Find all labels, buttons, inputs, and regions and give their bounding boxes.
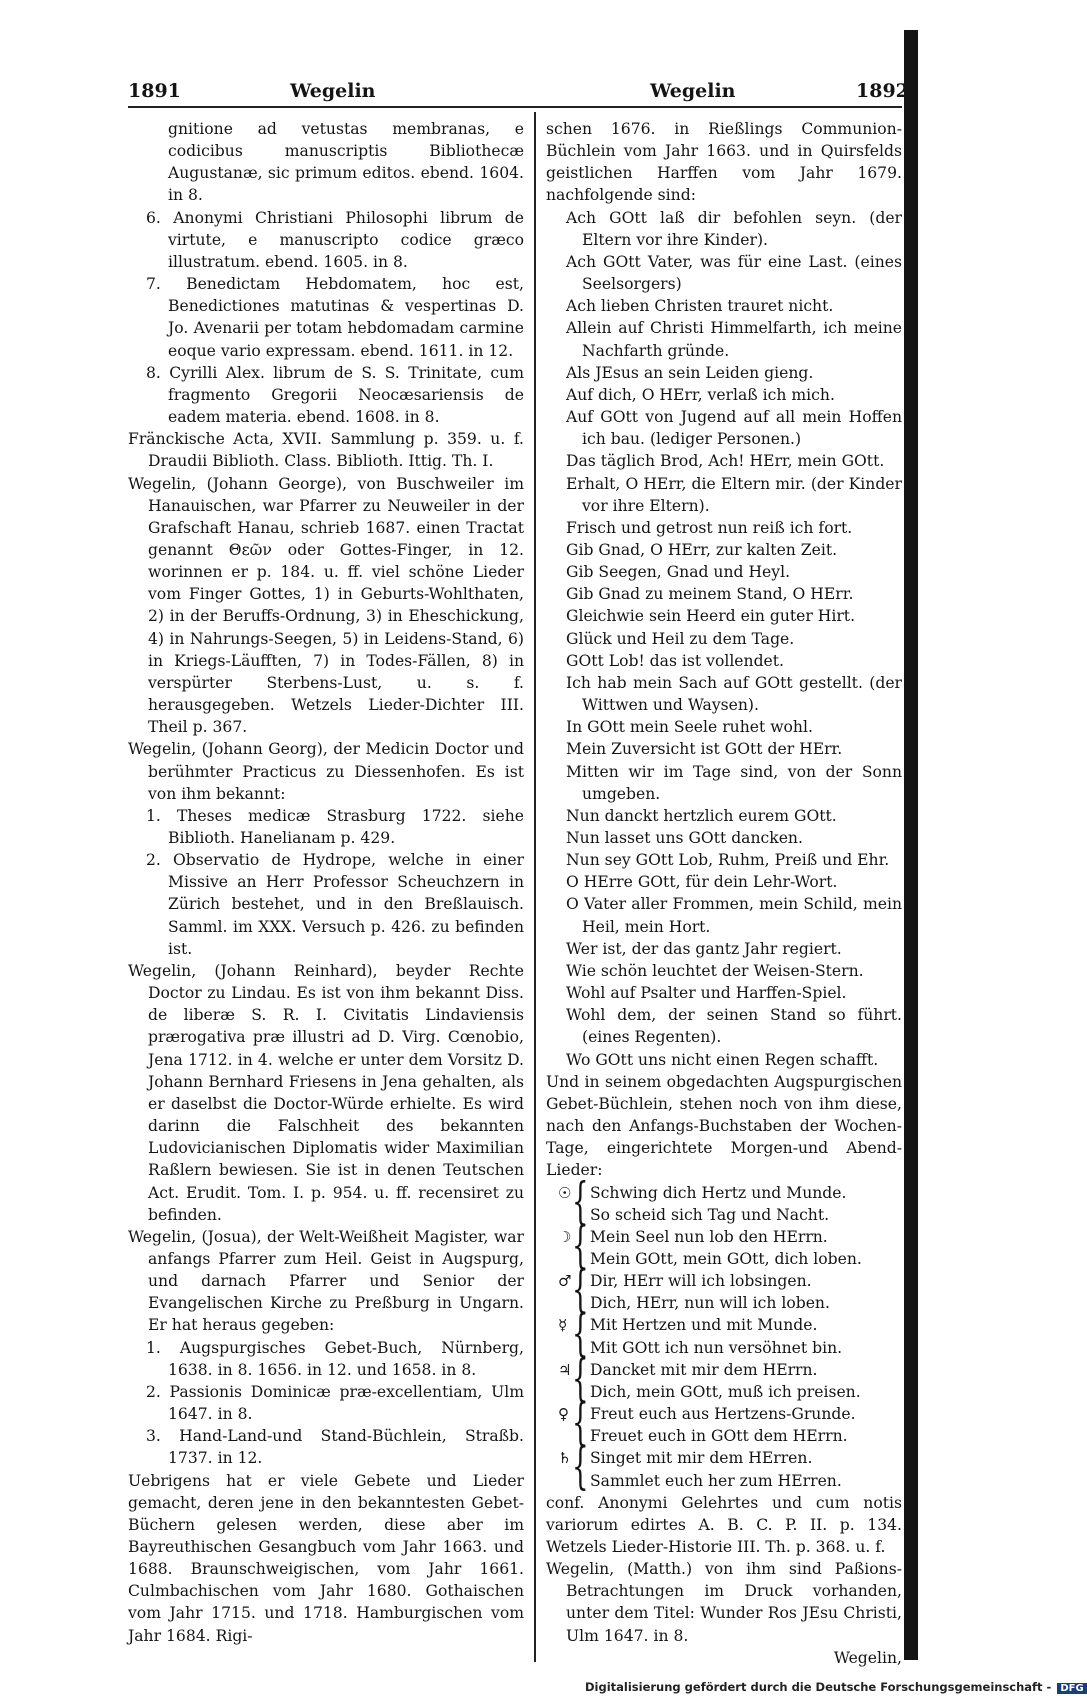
weekday-song: Dir, HErr will ich lobsingen.	[590, 1272, 812, 1291]
song-title: Mitten wir im Tage sind, von der Sonn umgeben.	[566, 762, 902, 803]
weekday-song: Dich, HErr, nun will ich loben.	[590, 1294, 830, 1313]
weekday-pair	[546, 1306, 902, 1364]
dfg-logo: DFG	[1057, 1683, 1086, 1694]
weekday-song: Freuet euch in GOtt dem HErrn.	[590, 1427, 848, 1446]
catchword: Wegelin,	[833, 1648, 902, 1667]
left-list-item: 6. Anonymi Christiani Philosophi librum de virtute, e manuscripto codice græco illustratum. ebend. 1605. in 8.	[146, 208, 524, 271]
page-number-left: 1891	[128, 80, 181, 102]
song-list	[546, 207, 902, 1071]
weekday-song: Sammlet euch her zum HErren.	[590, 1471, 842, 1490]
left-list-item: 2. Passionis Dominicæ præ-excellentiam, Ulm 1647. in 8.	[146, 1382, 524, 1424]
weekday-song: Singet mit mir dem HErren.	[590, 1449, 813, 1468]
song-title: Als JEsus an sein Leiden gieng.	[566, 363, 814, 382]
song-title: Wo GOtt uns nicht einen Regen schafft.	[566, 1050, 879, 1069]
header-rule	[128, 106, 902, 108]
song-title: GOtt Lob! das ist vollendet.	[566, 651, 785, 670]
song-title: Frisch und getrost nun reiß ich fort.	[566, 518, 853, 537]
entry-josua: Wegelin, (Josua), der Welt-Weißheit Magister, war anfangs Pfarrer zum Heil. Geist in Augspurg, und darnach Pfarrer und Senior der Evangelischen Kirche zu Preßburg in Ungarn. Er hat heraus gegeben:	[128, 1227, 524, 1335]
weekday-song: Mit GOtt ich nun versöhnet bin.	[590, 1338, 843, 1357]
left-list-item: 1. Augspurgisches Gebet-Buch, Nürnberg, 1638. in 8. 1656. in 12. und 1658. in 8.	[146, 1338, 524, 1379]
weekday-pair	[546, 1218, 902, 1276]
entry-johann-george: Wegelin, (Johann George), von Buschweiler im Hanauischen, war Pfarrer zu Neuweiler in der Grafschaft Hanau, schrieb 1687. einen Tractat genannt Θεῶν oder Gottes-Finger, in 12. worinnen er p. 184. u. ff. viel schöne Lieder vom Finger Gottes, 1) in Geburts-Wohlthaten, 2) in der Beruffs-Ordnung, 3) in Eheschickung, 4) in Nahrungs-Seegen, 5) in Leidens-Stand, 6) in Kriegs-Läufften, 7) in Todes-Fällen, 8) in verspürter Sterbens-Lust, u. s. f. herausgegeben. Wetzels Lieder-Dichter III. Theil p. 367.	[128, 474, 524, 737]
song-title: Ach GOtt Vater, was für eine Last. (eines Seelsorgers)	[566, 252, 902, 294]
right-mid-paragraph: Und in seinem obgedachten Augspurgischen Gebet-Büchlein, stehen noch von ihm diese, nach den Anfangs-Buchstaben der Wochen-Tage, eingerichtete Morgen-und Abend-Lieder:	[546, 1072, 902, 1180]
weekday-song: Mit Hertzen und mit Munde.	[590, 1316, 818, 1335]
song-title: Auf dich, O HErr, verlaß ich mich.	[566, 385, 835, 404]
left-paragraph: gnitione ad vetustas membranas, e codicibus manuscriptis Bibliothecæ Augustanæ, sic primum editos. ebend. 1604. in 8.	[168, 120, 524, 205]
song-title: O Vater aller Frommen, mein Schild, mein Heil, mein Hort.	[566, 895, 902, 936]
song-title: Wie schön leuchtet der Weisen-Stern.	[566, 961, 864, 980]
song-title: Ach GOtt laß dir befohlen seyn. (der Eltern vor ihre Kinder).	[566, 208, 902, 249]
song-title: Gib Seegen, Gnad und Heyl.	[566, 563, 791, 582]
brace-icon: {	[572, 1262, 589, 1320]
brace-icon: {	[572, 1351, 589, 1409]
sun-symbol: ☉	[558, 1183, 572, 1202]
weekday-song: Schwing dich Hertz und Munde.	[590, 1183, 847, 1202]
song-title: In GOtt mein Seele ruhet wohl.	[566, 718, 813, 737]
weekday-song: So scheid sich Tag und Nacht.	[590, 1205, 830, 1224]
weekday-song: Freut euch aus Hertzens-Grunde.	[590, 1405, 856, 1424]
left-paragraph: Uebrigens hat er viele Gebete und Lieder gemacht, deren jene in den bekanntesten Gebet-Büchern gelesen werden, diese aber im Bayreuthischen Gesangbuch vom Jahr 1663. und 1688. Braunschweigischen, vom Jahr 1661. Culmbachischen vom Jahr 1680. Gothaischen vom Jahr 1715. und 1718. Hamburgischen vom Jahr 1684. Rigi-	[128, 1471, 524, 1645]
left-list-item: 7. Benedictam Hebdomatem, hoc est, Benedictiones matutinas & vespertinas D. Jo. Avenarii per totam hebdomadam carmine eoque vario expressam. ebend. 1611. in 12.	[146, 275, 524, 360]
song-title: Gib Gnad, O HErr, zur kalten Zeit.	[566, 540, 838, 559]
entry-johann-georg: Wegelin, (Johann Georg), der Medicin Doctor und berühmter Practicus zu Diessenhofen. Es ist von ihm bekannt:	[128, 740, 524, 803]
entry-johann-reinhard: Wegelin, (Johann Reinhard), beyder Rechte Doctor zu Lindau. Es ist von ihm bekannt Diss. de liberæ S. R. I. Civitatis Lindaviensis prærogativa præ illustri ad D. Virg. Cœnobio, Jena 1712. in 4. welche er unter dem Vorsitz D. Johann Bernhard Friesens in Jena gehalten, als er daselbst die Doctor-Würde erhielte. Es wird darinn die Falschheit des bekannten Ludovicianischen Diplomatis wider Maximilian Raßlern bewiesen. Sie ist in denen Teutschen Act. Erudit. Tom. I. p. 954. u. ff. recensiret zu befinden.	[128, 961, 524, 1224]
song-title: Ich hab mein Sach auf GOtt gestellt. (der Wittwen und Waysen).	[566, 673, 902, 715]
left-reference: Fränckische Acta, XVII. Sammlung p. 359. u. f. Draudii Biblioth. Class. Biblioth. Ittig. Th. I.	[128, 430, 524, 471]
reference-paragraph: conf. Anonymi Gelehrtes und cum notis variorum edirtes A. B. C. P. II. p. 134. Wetzels Lieder-Historie III. Th. p. 368. u. f.	[546, 1493, 902, 1556]
weekday-pair	[546, 1173, 902, 1231]
left-list-item: 8. Cyrilli Alex. librum de S. S. Trinitate, cum fragmento Gregorii Neocæsariensis de eadem materia. ebend. 1608. in 8.	[146, 363, 524, 427]
weekday-song: Dancket mit mir dem HErrn.	[590, 1360, 818, 1379]
mars-symbol: ♂	[558, 1272, 572, 1291]
scan-edge-band	[904, 30, 918, 1660]
weekday-song: Mein Seel nun lob den HErrn.	[590, 1227, 828, 1246]
left-list-item: 2. Observatio de Hydrope, welche in einer Missive an Herr Professor Scheuchzern in Zürich bestehet, und in den Breßlauisch. Samml. im XXX. Versuch p. 426. zu befinden ist.	[146, 851, 524, 958]
song-title: Das täglich Brod, Ach! HErr, mein GOtt.	[566, 452, 885, 471]
entry-matthias: Wegelin, (Matth.) von ihm sind Paßions-Betrachtungen im Druck vorhanden, unter dem Titel: Wunder Ros JEsu Christi, Ulm 1647. in 8.	[546, 1560, 902, 1645]
right-column	[546, 118, 902, 1669]
running-head-right: Wegelin	[650, 80, 736, 102]
song-title: Auf GOtt von Jugend auf all mein Hoffen ich bau. (lediger Personen.)	[566, 408, 902, 449]
weekday-song: Mein GOtt, mein GOtt, dich loben.	[590, 1249, 862, 1268]
weekday-pair	[546, 1351, 902, 1409]
brace-icon: {	[572, 1439, 589, 1497]
left-list-item: 3. Hand-Land-und Stand-Büchlein, Straßb. 1737. in 12.	[146, 1427, 524, 1468]
digitization-footer	[585, 1680, 1084, 1694]
song-title: Nun lasset uns GOtt dancken.	[566, 829, 803, 847]
song-title: O HErre GOtt, für dein Lehr-Wort.	[566, 873, 838, 892]
song-title: Wohl dem, der seinen Stand so führt. (eines Regenten).	[566, 1006, 902, 1047]
weekday-pair	[546, 1262, 902, 1320]
song-title: Wer ist, der das gantz Jahr regiert.	[566, 939, 842, 958]
weekday-pair	[546, 1395, 902, 1453]
page-number-right: 1892	[856, 80, 909, 102]
brace-icon: {	[572, 1218, 589, 1276]
weekday-pair	[546, 1439, 902, 1497]
brace-icon: {	[572, 1173, 589, 1231]
song-title: Gib Gnad zu meinem Stand, O HErr.	[566, 585, 854, 604]
footer-text: Digitalisierung gefördert durch die Deutsche Forschungsgemeinschaft -	[585, 1680, 1052, 1694]
left-column	[128, 118, 524, 1647]
column-divider	[534, 112, 536, 1662]
moon-symbol: ☽	[558, 1227, 572, 1246]
song-title: Nun danckt hertzlich eurem GOtt.	[566, 806, 837, 825]
brace-icon: {	[572, 1395, 589, 1453]
song-title: Mein Zuversicht ist GOtt der HErr.	[566, 740, 843, 759]
song-title: Allein auf Christi Himmelfarth, ich meine Nachfarth gründe.	[566, 319, 902, 360]
jupiter-symbol: ♃	[558, 1360, 572, 1379]
running-head-left: Wegelin	[290, 80, 376, 102]
left-list-item: 1. Theses medicæ Strasburg 1722. siehe Biblioth. Hanelianam p. 429.	[146, 806, 524, 847]
right-intro: schen 1676. in Rießlings Communion-Büchlein vom Jahr 1663. und in Quirsfelds geistlichen Harffen vom Jahr 1679. nachfolgende sind:	[546, 120, 902, 205]
weekday-songs	[546, 1173, 902, 1497]
song-title: Erhalt, O HErr, die Eltern mir. (der Kinder vor ihre Eltern).	[566, 474, 902, 515]
saturn-symbol: ♄	[558, 1449, 572, 1468]
song-title: Nun sey GOtt Lob, Ruhm, Preiß und Ehr.	[566, 851, 890, 870]
mercury-symbol: ☿	[558, 1316, 568, 1335]
song-title: Ach lieben Christen trauret nicht.	[566, 297, 834, 316]
weekday-song: Dich, mein GOtt, muß ich preisen.	[590, 1382, 861, 1401]
venus-symbol: ♀	[558, 1405, 569, 1424]
brace-icon: {	[572, 1306, 589, 1364]
song-title: Gleichwie sein Heerd ein guter Hirt.	[566, 607, 856, 626]
song-title: Wohl auf Psalter und Harffen-Spiel.	[566, 984, 847, 1003]
song-title: Glück und Heil zu dem Tage.	[566, 629, 795, 648]
